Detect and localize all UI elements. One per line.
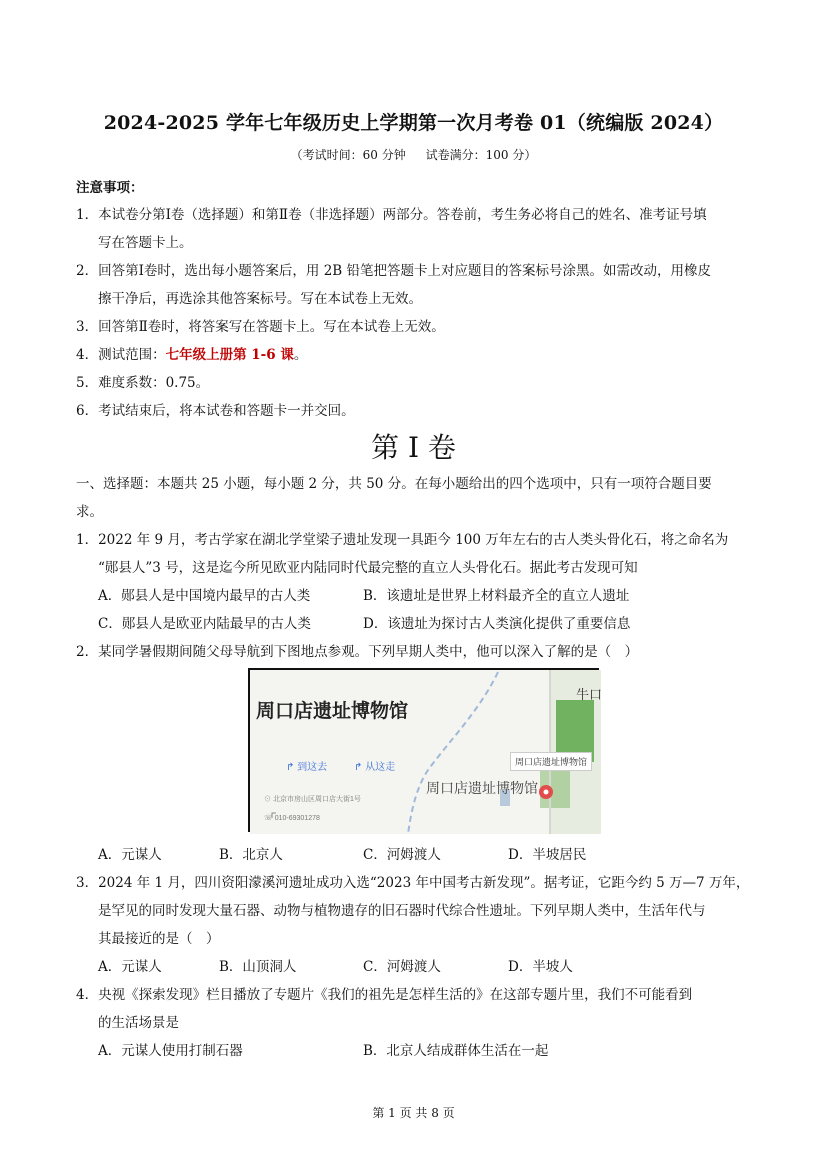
note-4-range: 七年级上册第 1-6 课 bbox=[165, 347, 294, 363]
q3-option-d: D．半坡人 bbox=[508, 959, 573, 975]
map-marker-label: 周口店遗址博物馆 bbox=[426, 780, 538, 796]
start-from-label: 从这走 bbox=[365, 762, 396, 773]
page-title: 2024-2025 学年七年级历史上学期第一次月考卷 01（统编版 2024） bbox=[103, 112, 724, 134]
q3-option-a: A．元谋人 bbox=[98, 959, 162, 975]
exam-time: （考试时间：60 分钟 bbox=[290, 148, 406, 162]
note-6: 6．考试结束后，将本试卷和答题卡一并交回。 bbox=[76, 403, 355, 419]
q3-stem-line2: 是罕见的同时发现大量石器、动物与植物遗存的旧石器时代综合性遗址。下列早期人类中，生活年代与 bbox=[98, 903, 706, 919]
section-intro-line2: 求。 bbox=[76, 504, 103, 520]
exam-score: 试卷满分：100 分） bbox=[425, 148, 537, 162]
q3-option-c: C．河姆渡人 bbox=[363, 959, 441, 975]
phone-icon: ☏ bbox=[264, 815, 273, 822]
map-phone bbox=[264, 814, 320, 822]
note-3: 3．回答第Ⅱ卷时，将答案写在答题卡上。写在本试卷上无效。 bbox=[76, 319, 445, 335]
note-4 bbox=[76, 343, 307, 363]
note-1-line2: 写在答题卡上。 bbox=[98, 235, 193, 251]
map-place-title: 周口店遗址博物馆 bbox=[256, 701, 409, 722]
q4-stem-line1: 4．央视《探索发现》栏目播放了专题片《我们的祖先是怎样生活的》在这部专题片里，我们不可能看到 bbox=[76, 987, 693, 1003]
q1-option-a: A．郧县人是中国境内最早的古人类 bbox=[98, 588, 311, 604]
map-address bbox=[264, 794, 361, 804]
q1-stem-line1: 1．2022 年 9 月，考古学家在湖北学堂梁子遗址发现一具距今 100 万年左右的古人类头骨化石，将之命名为 bbox=[76, 532, 729, 548]
map-phone-text: 010-69301278 bbox=[274, 815, 320, 822]
q4-option-b: B．北京人结成群体生活在一起 bbox=[363, 1043, 549, 1059]
q3-option-b: B．山顶洞人 bbox=[219, 959, 297, 975]
q4-option-a: A．元谋人使用打制石器 bbox=[98, 1043, 243, 1059]
map-address-text: 北京市房山区周口店大街1号 bbox=[272, 796, 361, 803]
q2-option-d: D．半坡居民 bbox=[508, 847, 587, 863]
note-2-line1: 2．回答第Ⅰ卷时，选出每小题答案后，用 2B 铅笔把答题卡上对应题目的答案标号涂黑。如需改动，用橡皮 bbox=[76, 263, 712, 279]
section-intro-line1: 一、选择题：本题共 25 小题，每小题 2 分，共 50 分。在每小题给出的四个选项中，只有一项符合题目要 bbox=[76, 476, 712, 492]
q1-option-b: B．该遗址是世界上材料最齐全的直立人遗址 bbox=[363, 588, 630, 604]
note-4-suffix: 。 bbox=[293, 347, 308, 363]
map-corner-label: 牛口 bbox=[576, 687, 603, 702]
go-here-button[interactable]: ↱ 到这去 bbox=[286, 762, 328, 773]
q2-option-a: A．元谋人 bbox=[98, 847, 162, 863]
map-popup[interactable]: 周口店遗址博物馆 bbox=[510, 752, 592, 771]
q1-option-c: C．郧县人是欧亚内陆最早的古人类 bbox=[98, 616, 311, 632]
q2-option-b: B．北京人 bbox=[219, 847, 283, 863]
map-screenshot bbox=[248, 668, 603, 832]
note-1-line1: 1．本试卷分第Ⅰ卷（选择题）和第Ⅱ卷（非选择题）两部分。答卷前，考生务必将自己的姓名、准考证号填 bbox=[76, 207, 707, 223]
q3-stem-line3: 其最接近的是（ ） bbox=[98, 931, 220, 947]
start-from-button[interactable]: ↱ 从这走 bbox=[354, 762, 396, 773]
q1-option-d: D．该遗址为探讨古人类演化提供了重要信息 bbox=[363, 616, 631, 632]
exam-info bbox=[0, 146, 827, 163]
note-2-line2: 擦干净后，再选涂其他答案标号。写在本试卷上无效。 bbox=[98, 291, 422, 307]
q2-option-c: C．河姆渡人 bbox=[363, 847, 441, 863]
notes-heading: 注意事项： bbox=[76, 180, 144, 196]
q2-stem-line1: 2．某同学暑假期间随父母导航到下图地点参观。下列早期人类中，他可以深入了解的是（ ） bbox=[76, 644, 639, 660]
note-4-prefix: 4．测试范围： bbox=[76, 347, 166, 363]
section-title: 第 I 卷 bbox=[371, 431, 456, 464]
location-pin-icon: ⊙ bbox=[264, 796, 271, 803]
q3-stem-line1: 3．2024 年 1 月，四川资阳濛溪河遗址成功入选“2023 年中国考古新发现”。据考证，它距今约 5 万—7 万年， bbox=[76, 875, 750, 891]
q1-stem-line2: “郧县人”3 号，这是迄今所见欧亚内陆同时代最完整的直立人头骨化石。据此考古发现可知 bbox=[98, 560, 638, 576]
note-5: 5．难度系数：0.75。 bbox=[76, 375, 210, 391]
q4-stem-line2: 的生活场景是 bbox=[98, 1015, 179, 1031]
page-number: 第 1 页 共 8 页 bbox=[372, 1106, 455, 1120]
go-here-label: 到这去 bbox=[297, 762, 328, 773]
